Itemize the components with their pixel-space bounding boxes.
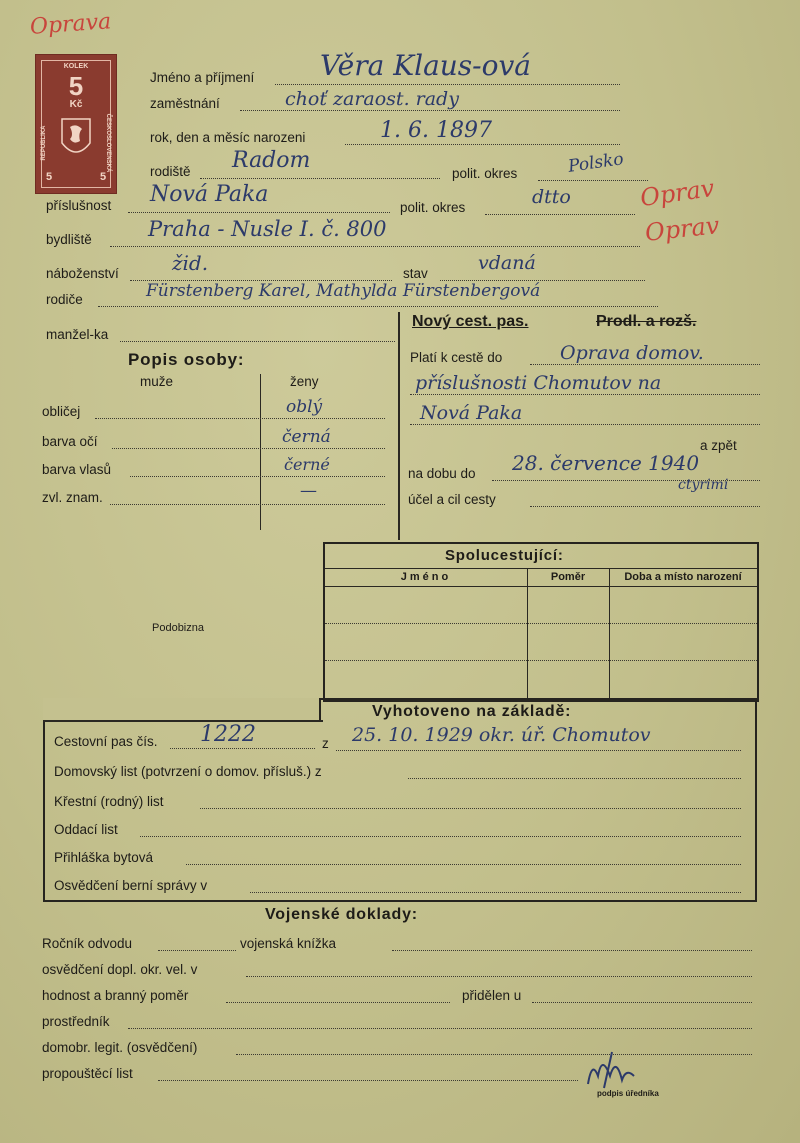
face-label: obličej: [42, 404, 81, 419]
valid-label: Platí k cestě do: [410, 350, 503, 365]
district1-label: polit. okres: [452, 166, 518, 181]
companions-header-top: [325, 568, 757, 569]
residence-line: [110, 246, 640, 247]
birthplace-label: rodiště: [150, 164, 191, 179]
marks-value: —: [300, 481, 317, 501]
basis-domicile-label: Domovský list (potvrzení o domov. přísluš.) z: [54, 764, 322, 779]
military-assigned-label: přidělen u: [462, 988, 522, 1003]
stamp-value: 5: [68, 71, 84, 101]
basis-title: Vyhotoveno na základě:: [372, 703, 572, 720]
military-intermediary-label: prostředník: [42, 1014, 110, 1029]
military-discharge-label: propouštěcí list: [42, 1066, 133, 1081]
district1-value: Polsko: [566, 149, 625, 177]
purpose-line: [530, 506, 760, 507]
basis-passport-line: [170, 748, 315, 749]
occupation-line: [240, 110, 620, 111]
military-rank-line: [226, 1002, 450, 1003]
red-note-margin-2: Oprav: [643, 211, 721, 247]
citizenship-line: [128, 212, 390, 213]
companions-col-birth: Doba a místo narození: [624, 571, 742, 583]
eyes-value: černá: [282, 427, 331, 447]
parents-value: Fürstenberg Karel, Mathylda Fürstenbergová: [146, 281, 541, 301]
valid-line-3: [410, 424, 760, 425]
basis-baptism-line: [200, 808, 741, 809]
companions-divider-2: [609, 568, 610, 698]
eyes-label: barva očí: [42, 434, 98, 449]
passport-title-renew: Prodl. a rozš.: [596, 313, 697, 330]
basis-baptism-label: Křestní (rodný) list: [54, 794, 164, 809]
description-divider: [260, 374, 261, 530]
birthplace-line: [200, 178, 440, 179]
signature-label: podpis úředníka: [597, 1089, 659, 1098]
citizenship-value: Nová Paka: [150, 182, 269, 207]
valid-line-1: [530, 364, 760, 365]
name-label: Jméno a příjmení: [150, 70, 255, 85]
basis-tax-label: Osvědčení berní správy v: [54, 878, 208, 893]
basis-marriage-line: [140, 836, 741, 837]
military-assigned-line: [532, 1002, 752, 1003]
district2-line: [485, 214, 635, 215]
basis-marriage-label: Oddací list: [54, 822, 118, 837]
purpose-label: účel a cil cesty: [408, 492, 496, 507]
stamp-top-text: KOLEK: [63, 63, 89, 70]
military-discharge-line: [158, 1080, 578, 1081]
status-label: stav: [403, 266, 428, 281]
red-note-corner: Oprava: [29, 9, 113, 40]
parents-line: [98, 306, 658, 307]
parents-label: rodiče: [46, 292, 83, 307]
purpose-value: ctyrimi: [678, 477, 729, 493]
religion-value: žid.: [172, 251, 209, 275]
description-col-men: muže: [140, 374, 174, 389]
valid-value-1: Oprava domov.: [560, 342, 704, 364]
residence-value: Praha - Nusle I. č. 800: [148, 217, 387, 241]
basis-notch: [43, 698, 321, 720]
military-cert-label: osvědčení dopl. okr. vel. v: [42, 962, 198, 977]
military-year-line: [158, 950, 236, 951]
companions-col-name: Jméno: [400, 571, 452, 583]
basis-z-label: z: [322, 736, 329, 751]
birth-line: [345, 144, 620, 145]
valid-value-2: příslušnosti Chomutov na: [415, 372, 662, 394]
military-cert-line: [246, 976, 752, 977]
stamp-currency: Kč: [69, 99, 83, 110]
lion-emblem-icon: [58, 117, 94, 161]
stamp-bottom-left: 5: [45, 171, 53, 183]
section-divider: [398, 312, 400, 540]
military-intermediary-line: [128, 1028, 752, 1029]
name-line: [275, 84, 620, 85]
birth-label: rok, den a měsíc narozeni: [150, 130, 306, 145]
face-value: oblý: [286, 397, 323, 417]
hair-label: barva vlasů: [42, 462, 112, 477]
return-label: a zpět: [700, 438, 737, 453]
spouse-line: [120, 341, 395, 342]
companions-title: Spolucestující:: [445, 547, 564, 564]
basis-passport-label: Cestovní pas čís.: [54, 734, 158, 749]
marks-label: zvl. znam.: [42, 490, 103, 505]
description-title: Popis osoby:: [128, 350, 245, 369]
red-note-margin-1: Oprav: [638, 173, 716, 213]
district2-label: polit. okres: [400, 200, 466, 215]
occupation-value: choť zaraost. rady: [285, 88, 459, 110]
district1-line: [538, 180, 648, 181]
passport-title-new: Nový cest. pas.: [412, 313, 529, 330]
status-value: vdaná: [478, 252, 536, 274]
birthplace-value: Radom: [232, 148, 311, 173]
basis-domicile-line: [408, 778, 741, 779]
basis-passport-number: 1222: [200, 722, 256, 747]
residence-label: bydliště: [46, 232, 92, 247]
description-col-women: ženy: [290, 374, 319, 389]
military-book-line: [392, 950, 752, 951]
companions-table: [323, 542, 759, 702]
military-year-label: Ročník odvodu: [42, 936, 133, 951]
face-line: [95, 418, 385, 419]
military-rank-label: hodnost a branný poměr: [42, 988, 189, 1003]
citizenship-label: příslušnost: [46, 198, 112, 213]
eyes-line: [112, 448, 385, 449]
occupation-label: zaměstnání: [150, 96, 220, 111]
companions-divider-1: [527, 568, 528, 698]
photo-label: Podobizna: [152, 622, 204, 634]
birth-value: 1. 6. 1897: [380, 118, 492, 143]
valid-value-3: Nová Paka: [420, 402, 523, 424]
basis-tax-line: [250, 892, 741, 893]
stamp-vertical-left: REPUBLIKA: [41, 125, 47, 161]
companions-row-2: [325, 660, 757, 661]
stamp-vertical-right: ČESKOSLOVENSKÁ: [105, 113, 111, 173]
basis-registration-label: Přihláška bytová: [54, 850, 154, 865]
military-title: Vojenské doklady:: [265, 906, 418, 923]
religion-label: náboženství: [46, 266, 119, 281]
district2-value: dtto: [532, 186, 571, 208]
basis-from-line: [336, 750, 741, 751]
basis-passport-from: 25. 10. 1929 okr. úř. Chomutov: [352, 724, 651, 746]
military-book-label: vojenská knížka: [240, 936, 337, 951]
revenue-stamp: [36, 55, 116, 193]
military-legion-line: [236, 1054, 752, 1055]
basis-notch-line: [43, 720, 323, 722]
valid-line-2: [410, 394, 760, 395]
companions-row-1: [325, 623, 757, 624]
companions-col-relation: Poměr: [550, 571, 586, 583]
hair-value: černé: [284, 455, 330, 474]
hair-line: [130, 476, 385, 477]
name-value: Věra Klaus-ová: [320, 49, 531, 82]
period-label: na dobu do: [408, 466, 476, 481]
spouse-label: manžel-ka: [46, 327, 109, 342]
military-legion-label: domobr. legit. (osvědčení): [42, 1040, 198, 1055]
companions-header-bottom: [325, 586, 757, 587]
basis-registration-line: [186, 864, 741, 865]
period-value: 28. července 1940: [512, 451, 700, 475]
marks-line: [110, 504, 385, 505]
stamp-bottom-right: 5: [99, 171, 107, 183]
